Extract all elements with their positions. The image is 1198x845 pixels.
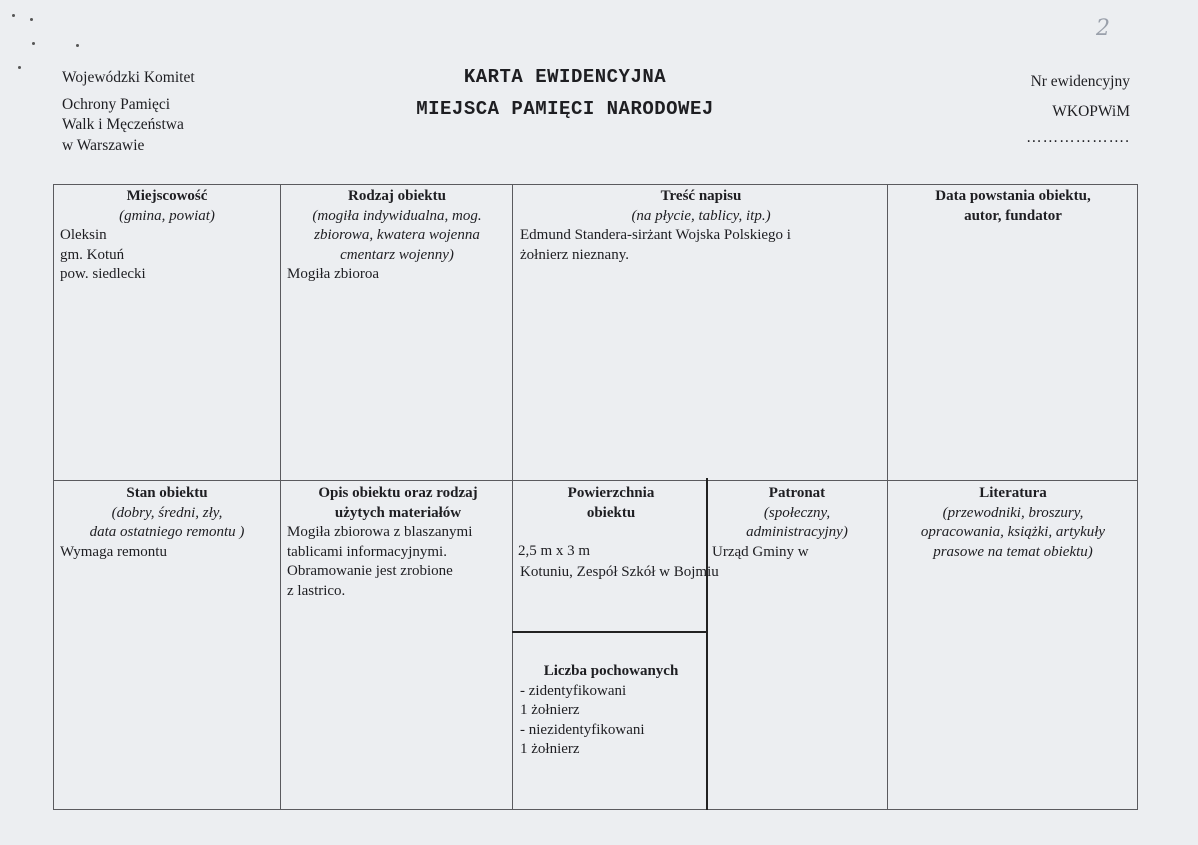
table-border-right bbox=[1137, 184, 1138, 810]
scan-speck bbox=[30, 18, 33, 21]
cell-heading: Treść napisu bbox=[660, 188, 742, 204]
cell-tresc-napisu bbox=[520, 187, 882, 265]
cell-hint: administracyjny) bbox=[746, 524, 848, 540]
cell-value: Wymaga remontu bbox=[60, 543, 167, 560]
cell-hint: (gmina, powiat) bbox=[119, 207, 215, 224]
cell-miejscowosc bbox=[60, 187, 274, 285]
cell-value: Urząd Gminy w bbox=[712, 543, 809, 560]
table-col-divider bbox=[280, 184, 281, 810]
table-col-divider bbox=[887, 184, 888, 810]
cell-hint: cmentarz wojenny) bbox=[340, 246, 454, 263]
scan-speck bbox=[76, 44, 79, 47]
registry-block bbox=[980, 71, 1130, 148]
cell-heading: Liczba pochowanych bbox=[543, 663, 679, 679]
cell-heading: Literatura bbox=[979, 485, 1047, 501]
scan-speck bbox=[18, 66, 21, 69]
cell-heading: użytych materiałów bbox=[334, 504, 462, 521]
cell-value: - zidentyfikowani bbox=[520, 682, 627, 699]
cell-heading: Miejscowość bbox=[126, 188, 208, 204]
inner-divider-horizontal bbox=[512, 631, 708, 633]
document-title: KARTA EWIDENCYJNA bbox=[463, 66, 667, 88]
patronat-value-continued: Kotuniu, Zespół Szkół w Bojmiu bbox=[520, 564, 719, 580]
cell-value: Oleksin bbox=[60, 227, 107, 243]
cell-opis-obiektu bbox=[287, 484, 509, 601]
table-border-left bbox=[53, 184, 54, 810]
cell-value: Mogiła zbioroa bbox=[287, 266, 380, 282]
cell-literatura bbox=[892, 484, 1134, 562]
cell-heading: Rodzaj obiektu bbox=[348, 188, 446, 204]
cell-patronat bbox=[712, 484, 882, 562]
cell-hint: zbiorowa, kwatera wojenna bbox=[314, 227, 480, 243]
issuer-line: Wojewódzki Komitet bbox=[62, 69, 195, 86]
cell-heading: Powierzchnia bbox=[567, 485, 655, 501]
cell-hint: (przewodniki, broszury, bbox=[942, 504, 1084, 521]
cell-value: gm. Kotuń bbox=[60, 246, 125, 263]
cell-value: Edmund Standera-sirżant Wojska Polskiego i bbox=[520, 227, 791, 243]
issuer-line: Walk i Męczeństwa bbox=[62, 116, 184, 133]
issuer-line: w Warszawie bbox=[62, 136, 145, 154]
table-row-divider bbox=[53, 480, 1138, 481]
cell-value: 2,5 m x 3 m bbox=[518, 543, 591, 559]
scan-speck bbox=[12, 14, 15, 17]
table-col-divider bbox=[512, 184, 513, 810]
cell-heading: Opis obiektu oraz rodzaj bbox=[318, 485, 478, 501]
cell-hint: (mogiła indywidualna, mog. bbox=[312, 207, 482, 224]
cell-hint: (społeczny, bbox=[763, 504, 831, 521]
cell-value: z lastrico. bbox=[287, 582, 346, 599]
page-number: 2 bbox=[1096, 16, 1110, 41]
registry-code: WKOPWiM bbox=[1052, 103, 1130, 120]
registry-number-blank: ………………. bbox=[1026, 129, 1130, 146]
cell-stan-obiektu bbox=[60, 484, 274, 562]
cell-hint: (dobry, średni, zły, bbox=[111, 504, 223, 521]
cell-value: Mogiła zbiorowa z blaszanymi bbox=[287, 524, 473, 540]
issuer-block bbox=[62, 68, 195, 156]
cell-hint: data ostatniego remontu ) bbox=[89, 524, 245, 540]
cell-value: żołnierz nieznany. bbox=[520, 246, 629, 263]
cell-hint: (na płycie, tablicy, itp.) bbox=[631, 207, 771, 224]
document-subtitle: MIEJSCA PAMIĘCI NARODOWEJ bbox=[416, 98, 714, 120]
cell-value: - niezidentyfikowani bbox=[520, 721, 645, 738]
issuer-line: Ochrony Pamięci bbox=[62, 95, 171, 113]
table-border-bottom bbox=[53, 809, 1138, 810]
inner-divider-vertical bbox=[706, 478, 708, 810]
cell-hint: prasowe na temat obiektu) bbox=[933, 543, 1093, 560]
cell-heading: Patronat bbox=[768, 485, 826, 501]
cell-heading: autor, fundator bbox=[964, 207, 1062, 224]
cell-heading: Data powstania obiektu, bbox=[935, 188, 1091, 204]
cell-liczba-pochowanych bbox=[520, 662, 702, 760]
cell-value: 1 żołnierz bbox=[520, 702, 580, 718]
table-border-top bbox=[53, 184, 1138, 185]
registry-label: Nr ewidencyjny bbox=[1030, 73, 1130, 90]
cell-value: pow. siedlecki bbox=[60, 266, 146, 282]
cell-hint: opracowania, książki, artykuły bbox=[920, 524, 1106, 540]
scan-speck bbox=[32, 42, 35, 45]
cell-heading: Stan obiektu bbox=[126, 485, 208, 501]
cell-rodzaj-obiektu bbox=[287, 187, 507, 285]
cell-heading: obiektu bbox=[586, 504, 636, 521]
cell-value: Obramowanie jest zrobione bbox=[287, 563, 453, 579]
cell-powierzchnia bbox=[518, 484, 704, 562]
cell-data-powstania bbox=[892, 187, 1134, 226]
cell-value: 1 żołnierz bbox=[520, 741, 580, 757]
cell-value: tablicami informacyjnymi. bbox=[287, 543, 447, 560]
